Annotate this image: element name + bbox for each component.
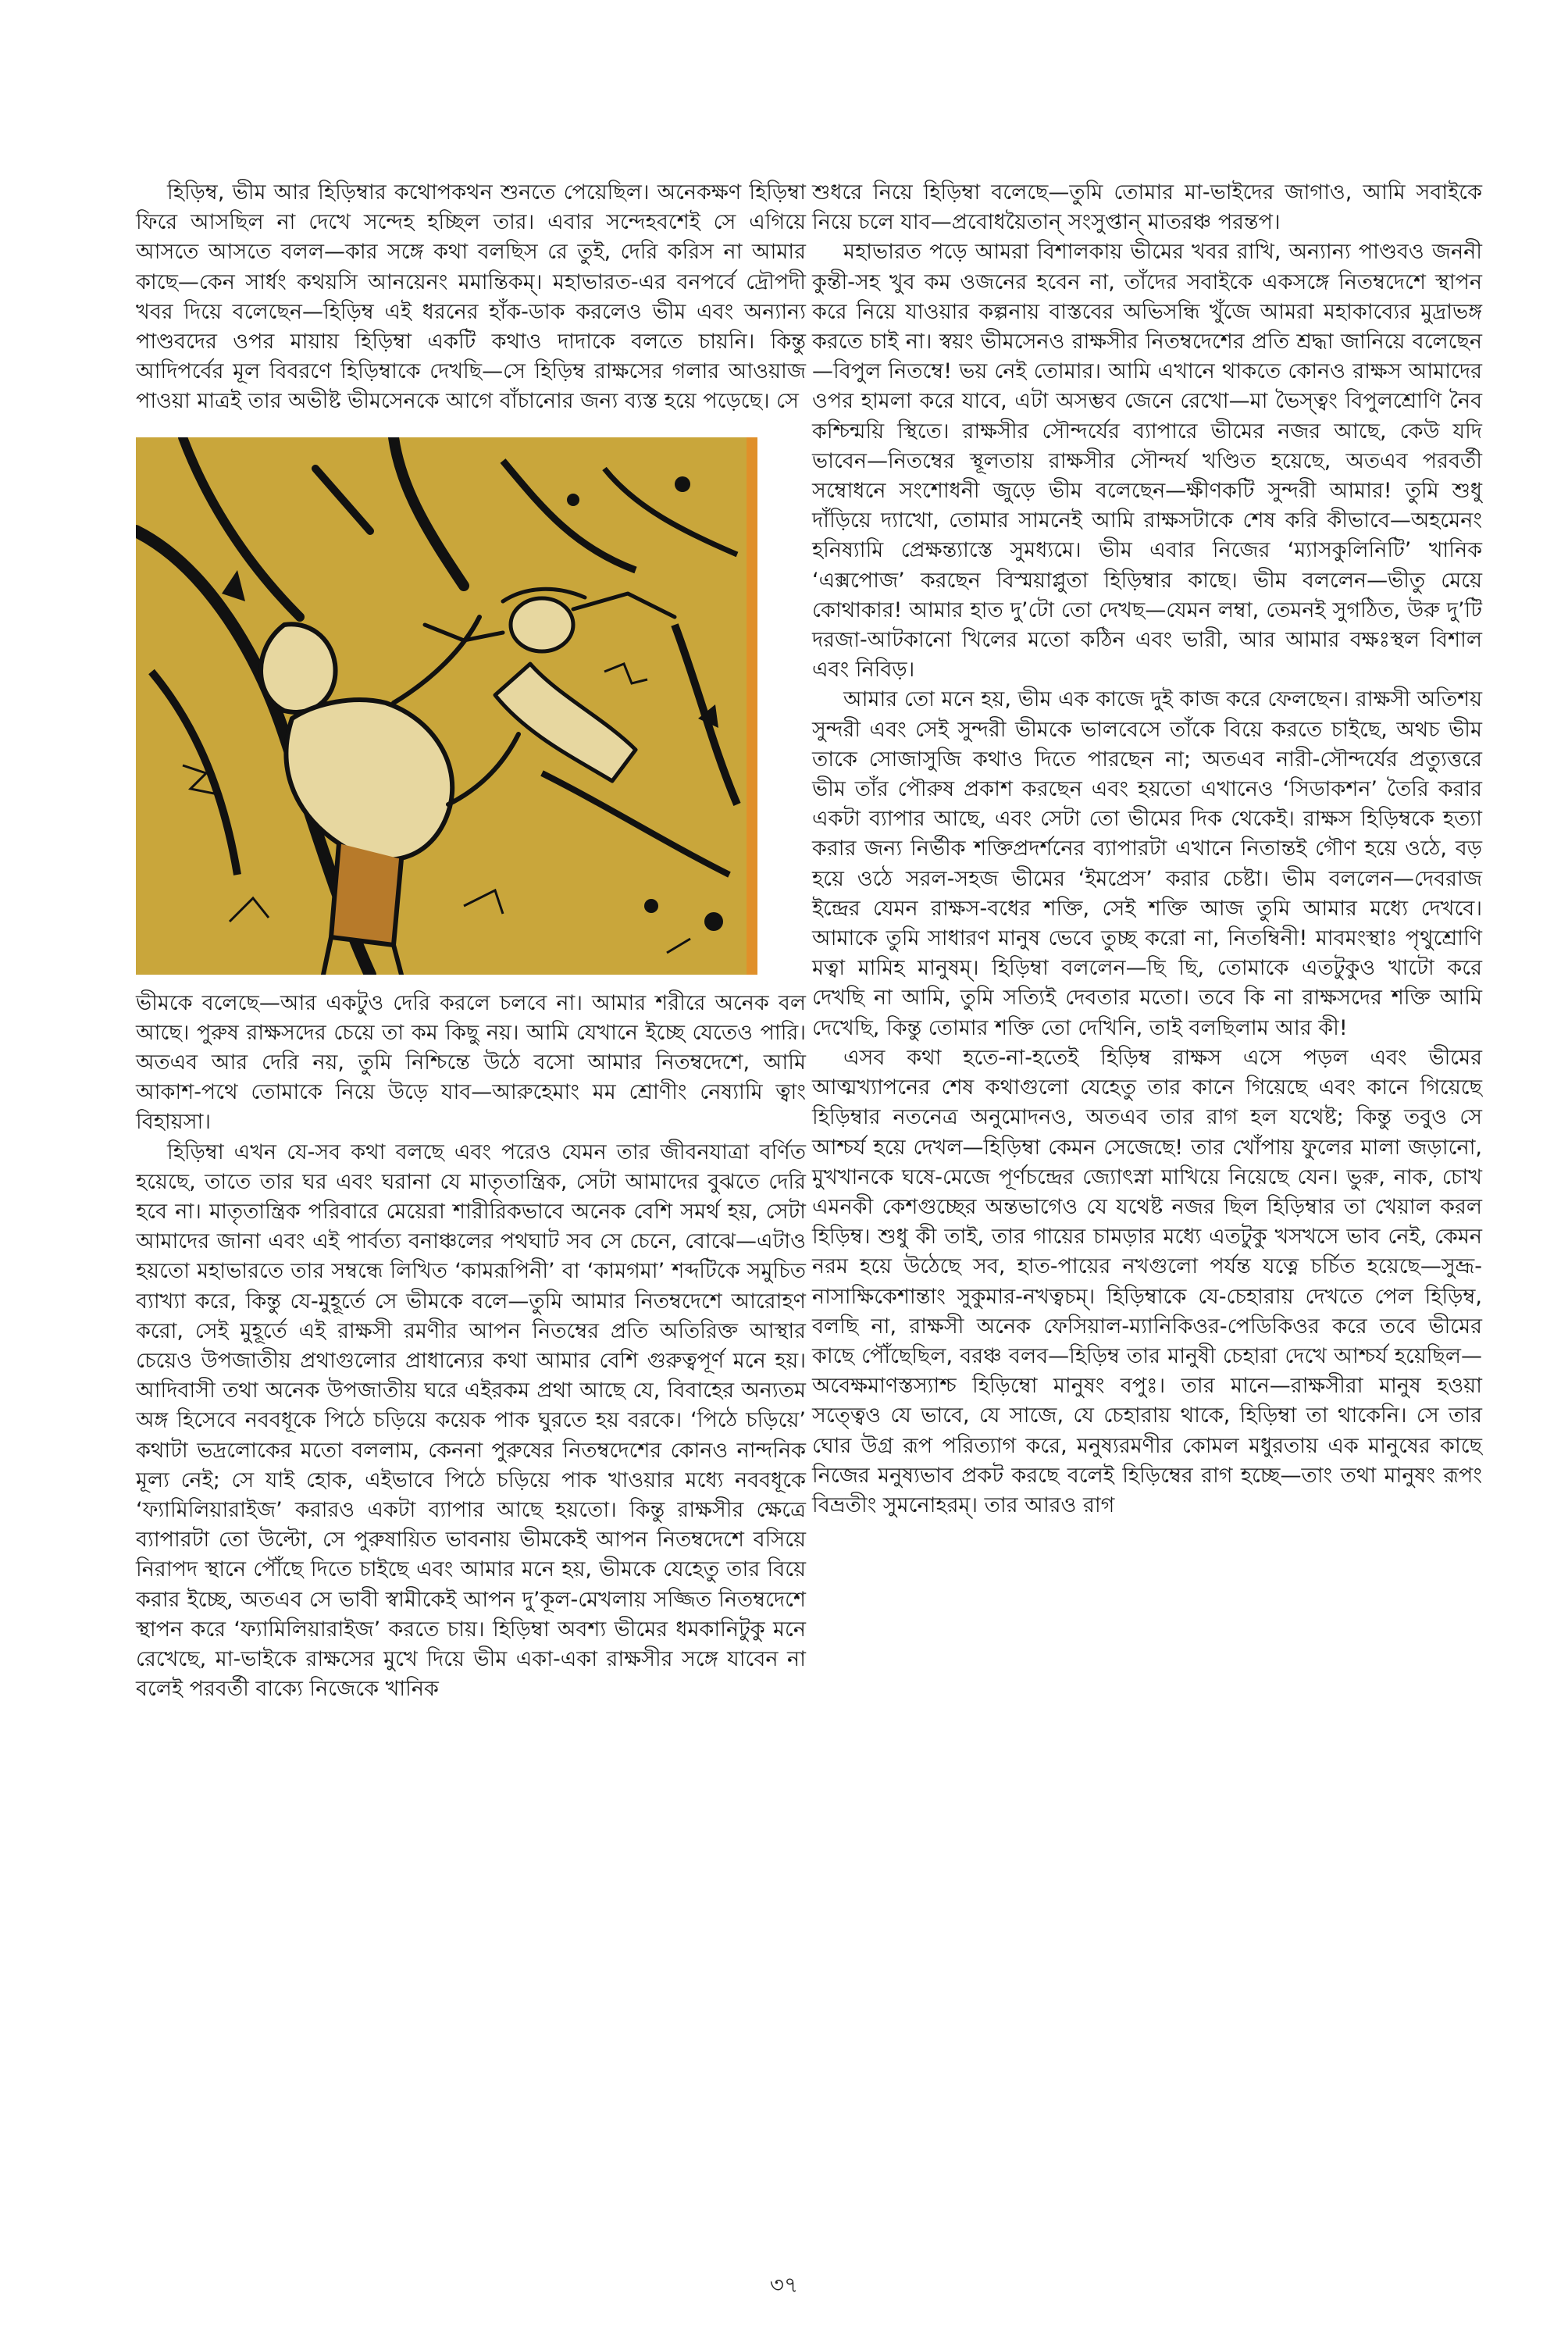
paragraph: শুধরে নিয়ে হিড়িম্বা বলেছে—তুমি তোমার মা-ভাইদের জাগাও, আমি সবাইকে নিয়ে চলে যাব—প্রবোধয়ৈতান্ সংসুপ্তান্ মাতরঞ্চ পরন্তপ। bbox=[812, 180, 1482, 235]
left-column bbox=[136, 178, 806, 1705]
ink-sketch-image bbox=[136, 437, 757, 975]
paragraph: ভীমকে বলেছে—আর একটুও দেরি করলে চলবে না। আমার শরীরে অনেক বল আছে। পুরুষ রাক্ষসদের চেয়ে তা কম কিছু নয়। আমি যেখানে ইচ্ছে যেতেও পারি। অতএব আর দেরি নয়, তুমি নিশ্চিন্তে উঠে বসো আমার নিতম্বদেশে, আমি আকাশ-পথে তোমাকে নিয়ে উড়ে যাব—আরুহেমাং মম শ্রোণীং নেষ্যামি ত্বাং বিহায়সা। bbox=[136, 990, 806, 1135]
paragraph: এসব কথা হতে-না-হতেই হিড়িম্ব রাক্ষস এসে পড়ল এবং ভীমের আত্মখ্যাপনের শেষ কথাগুলো যেহেতু তার কানে গিয়েছে এবং কানে গিয়েছে হিড়িম্বার নতনেত্র অনুমোদনও, অতএব তার রাগ হল যথেষ্ট; কিন্তু তবুও সে আশ্চর্য হয়ে দেখল—হিড়িম্বা কেমন সেজেছে! তার খোঁপায় ফুলের মালা জড়ানো, মুখখানকে ঘষে-মেজে পূর্ণচন্দ্রের জ্যোৎস্না মাখিয়ে নিয়েছে যেন। ভুরু, নাক, চোখ এমনকী কেশগুচ্ছের অন্তভাগেও যে যথেষ্ট নজর ছিল হিড়িম্বার তা খেয়াল করল হিড়িম্ব। শুধু কী তাই, তার গায়ের চামড়ার মধ্যে এতটুকু খসখসে ভাব নেই, কেমন নরম হয়ে উঠেছে সব, হাত-পায়ের নখগুলো পর্যন্ত যত্নে চর্চিত হয়েছে—সুভ্রূ-নাসাক্ষিকেশান্তাং সুকুমার-নখত্বচম্। হিড়িম্বাকে যে-চেহারায় দেখতে পেল হিড়িম্ব, বলছি না, রাক্ষসী অনেক ফেসিয়াল-ম্যানিকিওর-পেডিকিওর করে তবে ভীমের কাছে পৌঁছেছিল, বরঞ্চ বলব—হিড়িম্ব তার মানুষী চেহারা দেখে আশ্চর্য হয়েছিল—অবেক্ষমাণস্তস্যাশ্চ হিড়িম্বো মানুষং বপুঃ। তার মানে—রাক্ষসীরা মানুষ হওয়া সত্ত্বেও যে ভাবে, যে সাজে, যে চেহারায় থাকে, হিড়িম্বা তা থাকেনি। সে তার ঘোর উগ্র রূপ পরিত্যাগ করে, মনুষ্যরমণীর কোমল মধুরতায় এক মানুষের কাছে নিজের মনুষ্যভাব প্রকট করছে বলেই হিড়িম্বের রাগ হচ্ছে—তাং তথা মানুষং রূপং বিভ্রতীং সুমনোহরম্। তার আরও রাগ bbox=[812, 1045, 1482, 1517]
paragraph: হিড়িম্ব, ভীম আর হিড়িম্বার কথোপকথন শুনতে পেয়েছিল। অনেকক্ষণ হিড়িম্বা ফিরে আসছিল না দেখে সন্দেহ হচ্ছিল তার। এবার সন্দেহবশেই সে এগিয়ে আসতে আসতে বলল—কার সঙ্গে কথা বলছিস রে তুই, দেরি করিস না আমার কাছে—কেন সার্ধং কথয়সি আনয়েনং মমান্তিকম্। মহাভারত-এর বনপর্বে দ্রৌপদী খবর দিয়ে বলেছেন—হিড়িম্ব এই ধরনের হাঁক-ডাক করলেও ভীম এবং অন্যান্য পাণ্ডবদের ওপর মায়ায় হিড়িম্বা একটি কথাও দাদাকে বলতে চায়নি। কিন্তু আদিপর্বের মূল বিবরণে হিড়িম্বাকে দেখছি—সে হিড়িম্ব রাক্ষসের গলার আওয়াজ পাওয়া মাত্রই তার অভীষ্ট ভীমসেনকে আগে বাঁচানোর জন্য ব্যস্ত হয়ে পড়েছে। সে bbox=[136, 180, 806, 414]
page-number: ৩৭ bbox=[769, 2272, 799, 2298]
right-column bbox=[812, 178, 1482, 1521]
paragraph: মহাভারত পড়ে আমরা বিশালকায় ভীমের খবর রাখি, অন্যান্য পাণ্ডবও জননী কুন্তী-সহ খুব কম ওজনের হবেন না, তাঁদের সবাইকে একসঙ্গে নিতম্বদেশে স্থাপন করে নিয়ে যাওয়ার কল্পনায় বাস্তবের অভিসন্ধি খুঁজে আমরা মহাকাব্যের মুদ্রাভঙ্গ করতে চাই না। স্বয়ং ভীমসেনও রাক্ষসীর নিতম্বদেশের প্রতি শ্রদ্ধা জানিয়ে বলেছেন—বিপুল নিতম্বে! ভয় নেই তোমার। আমি এখানে থাকতে কোনও রাক্ষস আমাদের ওপর হামলা করে যাবে, এটা অসম্ভব জেনে রেখো—মা ভৈস্ত্বং বিপুলশ্রোণি নৈব কশ্চিন্ময়ি স্থিতে। রাক্ষসীর সৌন্দর্যের ব্যাপারে ভীমের নজর আছে, কেউ যদি ভাবেন—নিতম্বের স্থূলতায় রাক্ষসীর সৌন্দর্য খণ্ডিত হয়েছে, অতএব পরবর্তী সম্বোধনে সংশোধনী জুড়ে ভীম বলেছেন—ক্ষীণকটি সুন্দরী আমার! তুমি শুধু দাঁড়িয়ে দ্যাখো, তোমার সামনেই আমি রাক্ষসটাকে শেষ করি কীভাবে—অহমেনং হনিষ্যামি প্রেক্ষন্ত্যাস্তে সুমধ্যমে। ভীম এবার নিজের ‘ম্যাসকুলিনিটি’ খানিক ‘এক্সপোজ’ করছেন বিস্ময়াপ্লুতা হিড়িম্বার কাছে। ভীম বললেন—ভীতু মেয়ে কোথাকার! আমার হাত দু’টো তো দেখছ—যেমন লম্বা, তেমনই সুগঠিত, উরু দু’টি দরজা-আটকানো খিলের মতো কঠিন এবং ভারী, আর আমার বক্ষঃস্থল বিশাল এবং নিবিড়। bbox=[812, 240, 1482, 683]
illustration-bhima-hidimba bbox=[136, 437, 757, 975]
paragraph: হিড়িম্বা এখন যে-সব কথা বলছে এবং পরেও যেমন তার জীবনযাত্রা বর্ণিত হয়েছে, তাতে তার ঘর এবং ঘরানা যে মাতৃতান্ত্রিক, সেটা আমাদের বুঝতে দেরি হবে না। মাতৃতান্ত্রিক পরিবারে মেয়েরা শারীরিকভাবে অনেক বেশি সমর্থ হয়, সেটা আমাদের জানা এবং এই পার্বত্য বনাঞ্চলের পথঘাট সব সে চেনে, বোঝে—এটাও হয়তো মহাভারতে তার সম্বন্ধে লিখিত ‘কামরূপিনী’ বা ‘কামগমা’ শব্দটিকে সমুচিত ব্যাখ্যা করে, কিন্তু যে-মুহূর্তে সে ভীমকে বলে—তুমি আমার নিতম্বদেশে আরোহণ করো, সেই মুহূর্তে এই রাক্ষসী রমণীর আপন নিতম্বের প্রতি অতিরিক্ত আস্থার চেয়েও উপজাতীয় প্রথাগুলোর প্রাধান্যের কথা আমার বেশি গুরুত্বপূর্ণ মনে হয়। আদিবাসী তথা অনেক উপজাতীয় ঘরে এইরকম প্রথা আছে যে, বিবাহের অন্যতম অঙ্গ হিসেবে নববধূকে পিঠে চড়িয়ে কয়েক পাক ঘুরতে হয় বরকে। ‘পিঠে চড়িয়ে’ কথাটা ভদ্রলোকের মতো বললাম, কেননা পুরুষের নিতম্বদেশের কোনও নান্দনিক মূল্য নেই; সে যাই হোক, এইভাবে পিঠে চড়িয়ে পাক খাওয়ার মধ্যে নববধূকে ‘ফ্যামিলিয়ারাইজ’ করারও একটা ব্যাপার আছে হয়তো। কিন্তু রাক্ষসীর ক্ষেত্রে ব্যাপারটা তো উল্টো, সে পুরুষায়িত ভাবনায় ভীমকেই আপন নিতম্বদেশে বসিয়ে নিরাপদ স্থানে পৌঁছে দিতে চাইছে এবং আমার মনে হয়, ভীমকে যেহেতু তার বিয়ে করার ইচ্ছে, অতএব সে ভাবী স্বামীকেই আপন দু’কূল-মেখলায় সজ্জিত নিতম্বদেশে স্থাপন করে ‘ফ্যামিলিয়ারাইজ’ করতে চায়। হিড়িম্বা অবশ্য ভীমের ধমকানিটুকু মনে রেখেছে, মা-ভাইকে রাক্ষসের মুখে দিয়ে ভীম একা-একা রাক্ষসীর সঙ্গে যাবেন না বলেই পরবর্তী বাক্যে নিজেকে খানিক bbox=[136, 1139, 806, 1702]
paragraph: আমার তো মনে হয়, ভীম এক কাজে দুই কাজ করে ফেলছেন। রাক্ষসী অতিশয় সুন্দরী এবং সেই সুন্দরী ভীমকে ভালবেসে তাঁকে বিয়ে করতে চাইছে, অথচ ভীম তাকে সোজাসুজি কথাও দিতে পারছেন না; অতএব নারী-সৌন্দর্যের প্রত্যুত্তরে ভীম তাঁর পৌরুষ প্রকাশ করছেন এবং হয়তো এখানেও ‘সিডাকশন’ তৈরি করার একটা ব্যাপার আছে, এবং সেটা তো ভীমের দিক থেকেই। রাক্ষস হিড়িম্বকে হত্যা করার জন্য নির্ভীক শক্তিপ্রদর্শনের ব্যাপারটা এখানে নিতান্তই গৌণ হয়ে ওঠে, বড় হয়ে ওঠে সরল-সহজ ভীমের ‘ইমপ্রেস’ করার চেষ্টা। ভীম বললেন—দেবরাজ ইন্দ্রের যেমন রাক্ষস-বধের শক্তি, সেই শক্তি আজ তুমি আমার মধ্যে দেখবে। আমাকে তুমি সাধারণ মানুষ ভেবে তুচ্ছ করো না, নিতম্বিনী! মাবমংস্থাঃ পৃথুশ্রোণি মত্বা মামিহ মানুষম্। হিড়িম্বা বললেন—ছি ছি, তোমাকে এতটুকুও খাটো করে দেখছি না আমি, তুমি সত্যিই দেবতার মতো। তবে কি না রাক্ষসদের শক্তি আমি দেখেছি, কিন্তু তোমার শক্তি তো দেখিনি, তাই বলছিলাম আর কী! bbox=[812, 687, 1482, 1040]
